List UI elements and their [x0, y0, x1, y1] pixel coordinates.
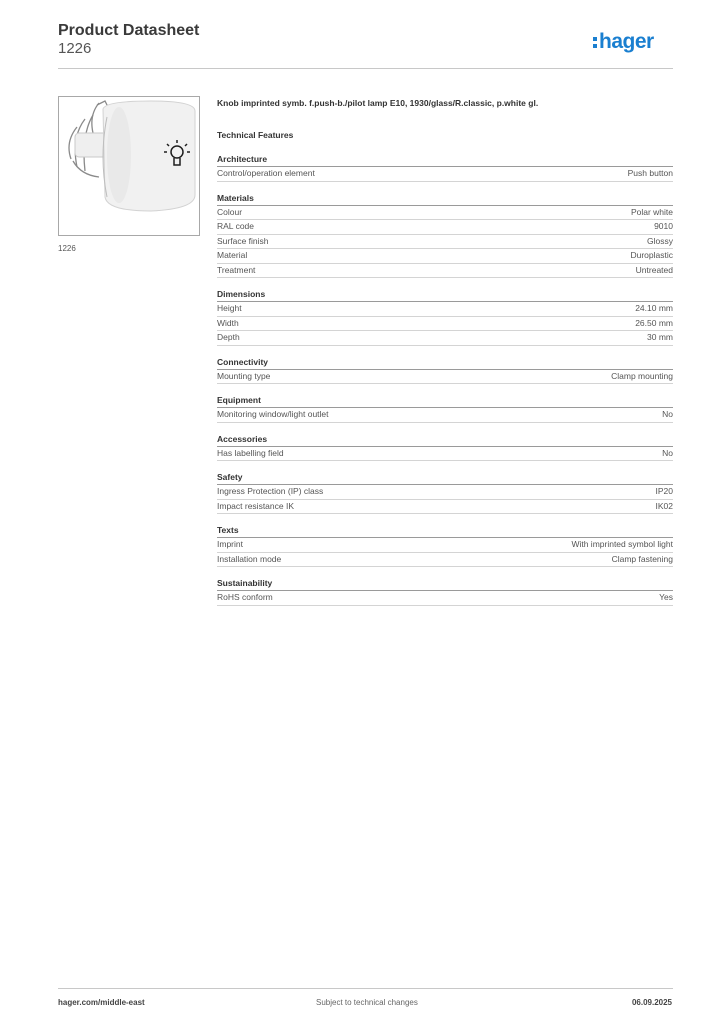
spec-label: Has labelling field [217, 447, 284, 458]
product-number: 1226 [58, 40, 92, 57]
spec-row [217, 500, 673, 515]
section-connectivity [217, 355, 673, 385]
spec-value: IP20 [655, 486, 673, 496]
spec-label: Height [217, 303, 242, 313]
spec-label: Depth [217, 332, 240, 342]
footer-date: 06.09.2025 [631, 998, 672, 1007]
section-accessories [217, 432, 673, 462]
footer-divider [58, 988, 673, 989]
section-sustainability [217, 576, 673, 606]
spec-value: 24.10 mm [635, 303, 673, 313]
spec-value: 26.50 mm [635, 317, 673, 328]
spec-row [217, 264, 673, 279]
spec-label: Control/operation element [217, 168, 315, 178]
page-title: Product Datasheet [58, 22, 200, 39]
spec-value: 9010 [654, 221, 673, 231]
spec-row [217, 220, 673, 235]
spec-value: Push button [627, 168, 673, 178]
footer-website-link[interactable]: hager.com/middle-east [58, 998, 145, 1007]
product-title: Knob imprinted symb. f.push-b./pilot lamp E10, 1930/glass/R.classic, p.white gl. [217, 98, 539, 108]
section-equipment [217, 393, 673, 423]
spec-row [217, 591, 673, 606]
spec-value: Yes [659, 592, 673, 602]
section-dimensions [217, 287, 673, 346]
spec-row [217, 553, 673, 568]
section-title: Architecture [217, 152, 673, 167]
section-texts [217, 523, 673, 567]
spec-row [217, 317, 673, 332]
spec-label: Material [217, 250, 248, 260]
spec-label: Impact resistance IK [217, 500, 295, 511]
spec-value: No [662, 409, 673, 419]
section-title: Sustainability [217, 576, 673, 591]
spec-value: Glossy [647, 235, 673, 246]
spec-row [217, 249, 673, 264]
section-title: Equipment [217, 393, 673, 408]
section-title: Texts [217, 523, 673, 538]
spec-value: With imprinted symbol light [571, 539, 673, 549]
spec-row [217, 447, 673, 462]
spec-value: Untreated [635, 264, 673, 275]
footer-note: Subject to technical changes [316, 998, 418, 1007]
spec-row [217, 370, 673, 385]
section-architecture [217, 152, 673, 182]
image-caption: 1226 [58, 244, 76, 253]
section-title: Safety [217, 470, 673, 485]
knob-illustration [59, 97, 199, 235]
section-title: Accessories [217, 432, 673, 447]
logo-dot-bottom [593, 44, 597, 48]
spec-label: Colour [217, 206, 243, 217]
spec-label: RAL code [217, 221, 255, 231]
spec-value: 30 mm [647, 332, 673, 342]
spec-value: Duroplastic [630, 250, 673, 260]
spec-row [217, 408, 673, 423]
logo-dot-top [593, 37, 597, 41]
section-title: Materials [217, 191, 673, 206]
spec-value: No [662, 447, 673, 458]
section-title: Dimensions [217, 287, 673, 302]
spec-value: Polar white [630, 206, 673, 217]
spec-label: Installation mode [217, 553, 282, 564]
product-image [58, 96, 200, 236]
section-materials [217, 191, 673, 279]
spec-label: Width [217, 317, 239, 328]
spec-row [217, 331, 673, 346]
spec-row [217, 538, 673, 553]
spec-label: Ingress Protection (IP) class [217, 486, 324, 496]
spec-row [217, 235, 673, 250]
spec-row [217, 167, 673, 182]
datasheet-content [217, 96, 673, 615]
spec-label: Monitoring window/light outlet [217, 409, 329, 419]
section-safety [217, 470, 673, 514]
technical-features-heading: Technical Features [217, 130, 294, 140]
spec-label: Mounting type [217, 370, 271, 381]
spec-row [217, 485, 673, 500]
feature-sections [217, 152, 673, 606]
section-title: Connectivity [217, 355, 673, 370]
spec-value: Clamp mounting [611, 370, 673, 381]
spec-label: Treatment [217, 264, 256, 275]
logo-text: hager [599, 30, 654, 53]
header-divider [58, 68, 673, 69]
hager-logo [592, 27, 674, 57]
spec-row [217, 302, 673, 317]
spec-value: Clamp fastening [611, 553, 673, 564]
spec-label: Surface finish [217, 235, 269, 246]
spec-value: IK02 [655, 500, 673, 511]
spec-row [217, 206, 673, 221]
spec-label: Imprint [217, 539, 243, 549]
spec-label: RoHS conform [217, 592, 273, 602]
